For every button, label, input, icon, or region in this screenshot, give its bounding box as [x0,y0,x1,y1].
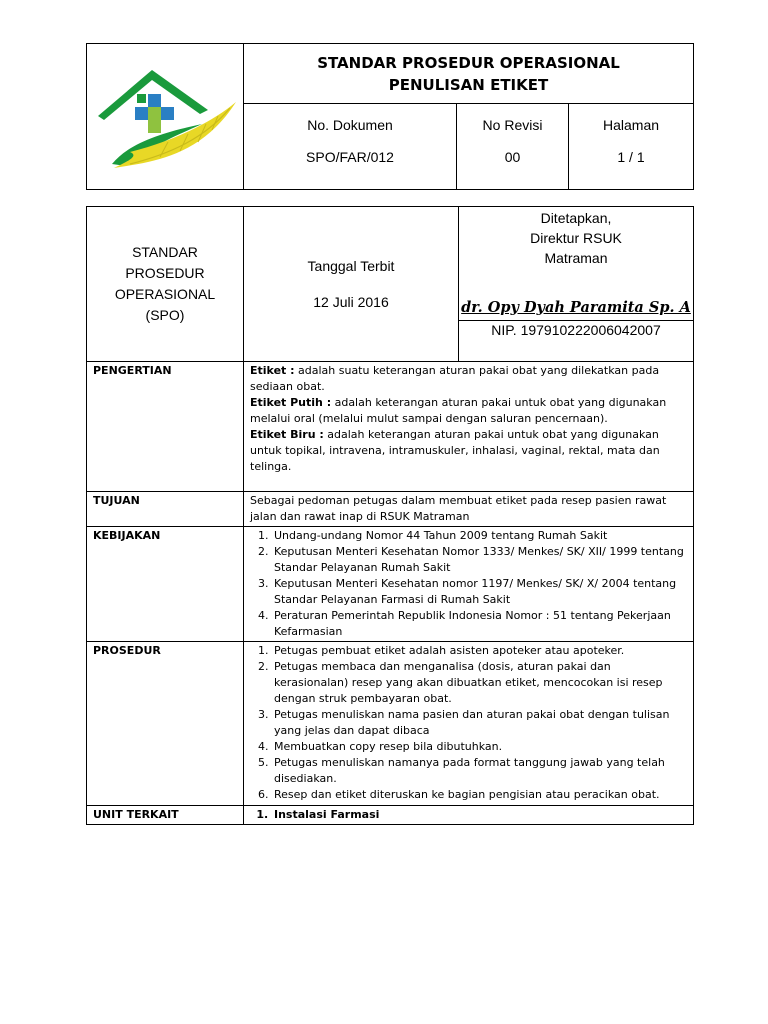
revision-label: No Revisi [482,117,543,133]
document-header [86,43,694,190]
tujuan-content: Sebagai pedoman petugas dalam membuat etiket pada resep pasien rawat jalan dan rawat inap di RSUK Matraman [244,492,694,527]
approval-line-1: Ditetapkan, [540,210,612,226]
revision-value: 00 [504,149,521,165]
spo-title-cell [87,207,244,362]
title-line-2: PENULISAN ETIKET [388,75,549,94]
document-title [244,44,694,104]
hospital-logo [87,44,244,190]
doc-number-value: SPO/FAR/012 [306,149,394,165]
prosedur-label: PROSEDUR [87,642,244,806]
prosedur-content [244,642,694,806]
tujuan-label: TUJUAN [87,492,244,527]
approval-line-2: Direktur RSUK [530,230,622,246]
page-cell [569,104,694,190]
spo-body-table [86,206,694,825]
list-item: 6. Resep dan etiket diteruskan ke bagian pengisian atau peracikan obat. [272,787,687,803]
list-item: 1. Petugas pembuat etiket adalah asisten apoteker atau apoteker. [272,643,687,659]
definition-item: Etiket : adalah suatu keterangan aturan pakai obat yang dilekatkan pada sediaan obat. [250,364,660,393]
list-item: 4. Peraturan Pemerintah Republik Indonesia Nomor : 51 tentang Pekerjaan Kefarmasian [272,608,687,640]
revision-cell [457,104,569,190]
list-item: 5. Petugas menuliskan namanya pada format tanggung jawab yang telah disediakan. [272,755,687,787]
spo-line-1: STANDAR [132,244,198,260]
issue-date-label: Tanggal Terbit [307,258,395,274]
spo-line-3: OPERASIONAL [114,286,216,302]
list-item: 2. Petugas membaca dan menganalisa (dosis, aturan pakai dan kerasionalan) resep yang akan dibuatkan etiket, mencocokan isi resep dengan struk pembayaran obat. [272,659,687,707]
unit-terkait-list [250,807,687,823]
unit-terkait-label: UNIT TERKAIT [87,806,244,825]
director-nip: NIP. 197910222006042007 [459,320,693,339]
title-line-1: STANDAR PROSEDUR OPERASIONAL [317,53,620,72]
list-item: 1. Instalasi Farmasi [272,807,687,823]
list-item: 3. Petugas menuliskan nama pasien dan aturan pakai obat dengan tulisan yang jelas dan dapat dibaca [272,707,687,739]
doc-number-label: No. Dokumen [307,117,393,133]
hospital-logo-icon [90,54,240,174]
page-value: 1 / 1 [617,149,645,165]
prosedur-list [250,643,687,803]
approval-cell [459,207,694,362]
doc-number-cell [244,104,457,190]
definition-item: Etiket Biru : adalah keterangan aturan pakai untuk obat yang digunakan untuk topikal, intravena, intramuskuler, inhalasi, vaginal, rektal, mata dan telinga. [250,428,660,473]
pengertian-label: PENGERTIAN [87,362,244,492]
issue-date-value: 12 Juli 2016 [313,294,389,310]
definition-item: Etiket Putih : adalah keterangan aturan pakai untuk obat yang digunakan melalui oral (melalui mulut sampai dengan saluran pencernaan). [250,396,667,425]
director-name: dr. Opy Dyah Paramita Sp. A [461,299,691,316]
page-label: Halaman [602,117,660,133]
approval-line-3: Matraman [544,250,608,266]
kebijakan-content [244,527,694,642]
kebijakan-list [250,528,687,640]
unit-terkait-content [244,806,694,825]
pengertian-content [244,362,694,492]
spo-line-4: (SPO) [145,307,185,323]
spo-line-2: PROSEDUR [125,265,205,281]
kebijakan-label: KEBIJAKAN [87,527,244,642]
list-item: 4. Membuatkan copy resep bila dibutuhkan. [272,739,687,755]
list-item: 3. Keputusan Menteri Kesehatan nomor 1197/ Menkes/ SK/ X/ 2004 tentang Standar Pelayanan Farmasi di Rumah Sakit [272,576,687,608]
issue-date-cell [244,207,459,362]
list-item: 1. Undang-undang Nomor 44 Tahun 2009 tentang Rumah Sakit [272,528,687,544]
list-item: 2. Keputusan Menteri Kesehatan Nomor 1333/ Menkes/ SK/ XII/ 1999 tentang Standar Pelayanan Rumah Sakit [272,544,687,576]
